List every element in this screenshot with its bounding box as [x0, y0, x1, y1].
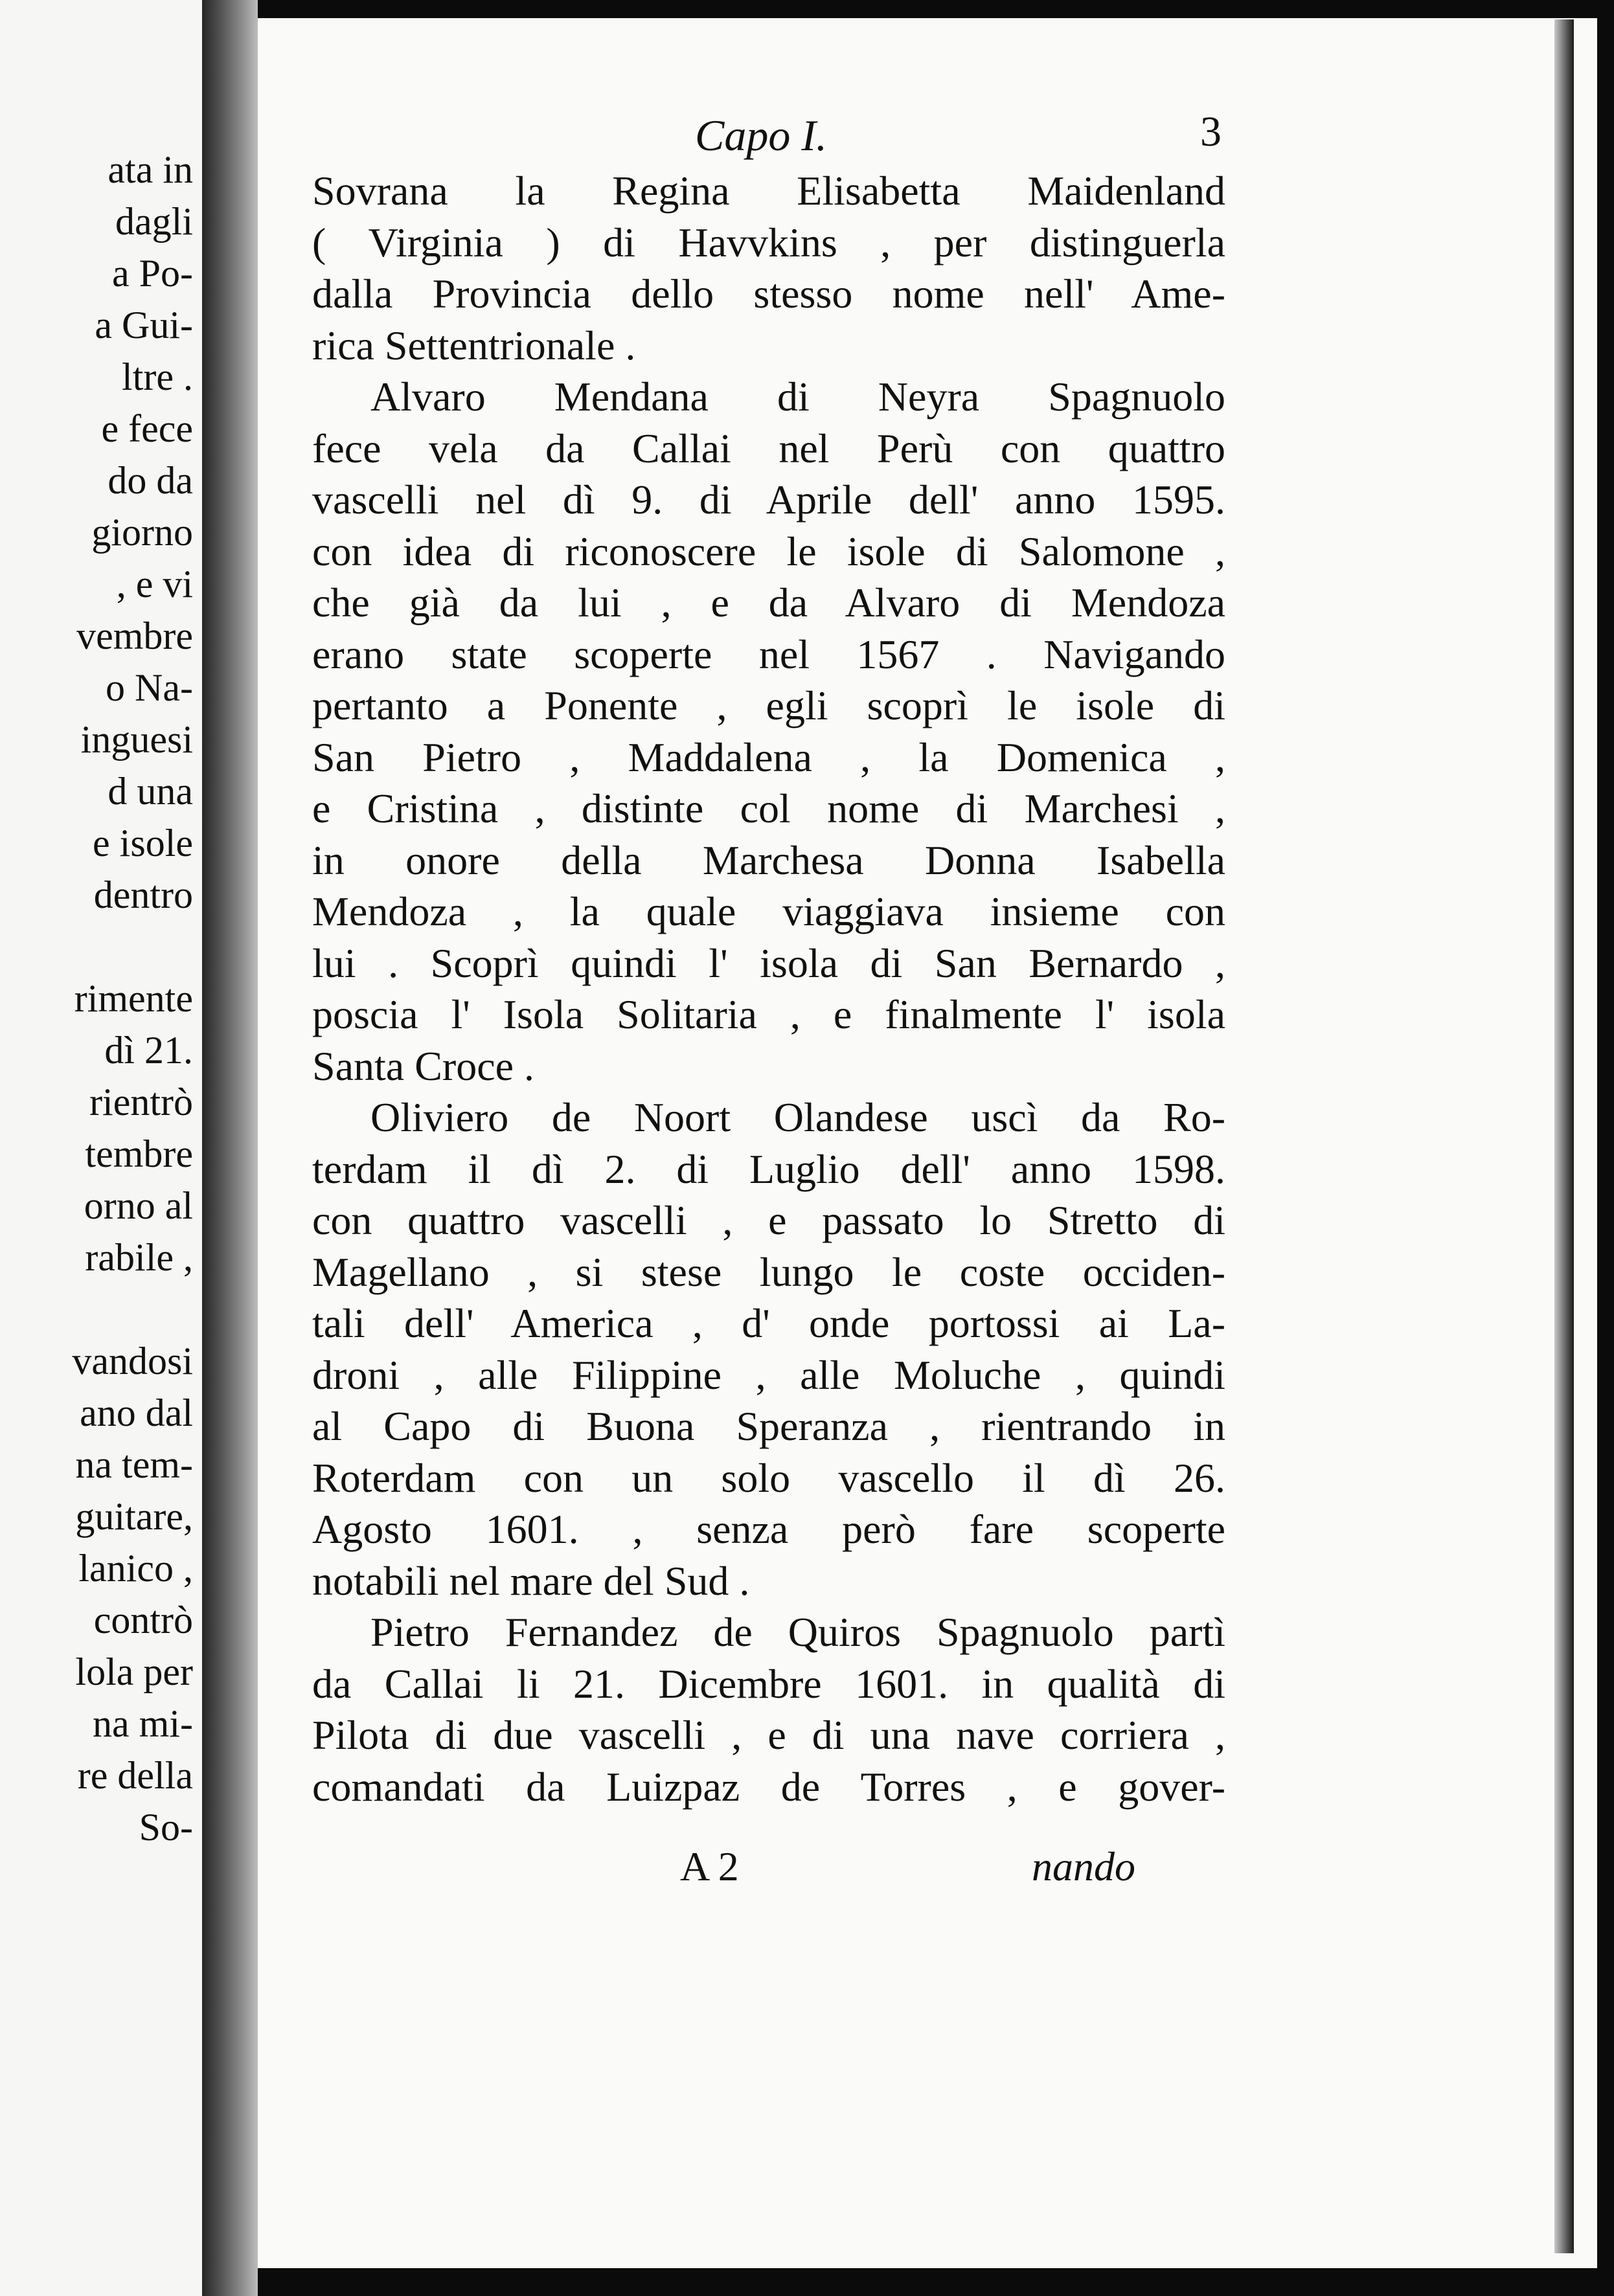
text-line: Santa Croce .: [312, 1042, 534, 1089]
left-page-fragment: rientrò: [89, 1081, 193, 1123]
left-page-fragment: ltre .: [122, 355, 193, 398]
text-line: con quattro vascelli , e passato lo Stretto di: [312, 1197, 1225, 1243]
text-line: droni , alle Filippine , alle Moluche , quindi: [312, 1351, 1225, 1398]
text-line: notabili nel mare del Sud .: [312, 1557, 750, 1604]
left-page-fragment: dentro: [93, 873, 193, 916]
text-line: e Cristina , distinte col nome di Marchesi ,: [312, 785, 1225, 831]
text-line: pertanto a Ponente , egli scoprì le isole di: [312, 682, 1225, 728]
left-page-fragment: orno al: [84, 1184, 193, 1227]
text-line: Oliviero de Noort Olandese uscì da Ro-: [370, 1094, 1225, 1140]
text-line: Pietro Fernandez de Quiros Spagnuolo partì: [370, 1609, 1225, 1655]
text-line: Alvaro Mendana di Neyra Spagnuolo: [370, 374, 1225, 420]
left-page-fragment: tembre: [85, 1132, 193, 1175]
left-page-fragment: dagli: [115, 200, 193, 243]
text-line: vascelli nel dì 9. di Aprile dell' anno 1595.: [312, 477, 1225, 523]
left-page-fragment: re della: [77, 1754, 193, 1797]
text-line: Pilota di due vascelli , e di una nave corriera ,: [312, 1712, 1225, 1758]
right-page: [258, 18, 1597, 2268]
left-page-fragment: inguesi: [80, 718, 193, 761]
running-head: Capo I.: [695, 111, 827, 160]
left-page-fragment: e isole: [93, 822, 193, 864]
text-line: Sovrana la Regina Elisabetta Maidenland: [312, 168, 1225, 214]
left-page-fragment: e fece: [101, 407, 193, 450]
text-line: terdam il dì 2. di Luglio dell' anno 1598.: [312, 1145, 1225, 1192]
catchword: nando: [1032, 1843, 1135, 1889]
signature-mark: A 2: [680, 1843, 739, 1889]
left-page-fragment: contrò: [93, 1599, 193, 1641]
left-page-fragment: So-: [139, 1806, 193, 1849]
text-line: lui . Scoprì quindi l' isola di San Bernardo ,: [312, 940, 1225, 986]
text-line: al Capo di Buona Speranza , rientrando in: [312, 1403, 1225, 1449]
text-line: fece vela da Callai nel Perù con quattro: [312, 425, 1225, 471]
text-line: da Callai li 21. Dicembre 1601. in qualità di: [312, 1660, 1225, 1707]
text-line: poscia l' Isola Solitaria , e finalmente l' isola: [312, 991, 1225, 1037]
left-page-fragment: lanico ,: [78, 1547, 193, 1590]
left-page-fragment: rabile ,: [85, 1236, 193, 1279]
left-page-fragment: d una: [108, 770, 193, 813]
left-page-fragment: guitare,: [75, 1495, 193, 1538]
gutter-shadow: [202, 0, 258, 2296]
left-page-fragment: rimente: [74, 977, 193, 1020]
text-line: erano state scoperte nel 1567 . Navigando: [312, 631, 1225, 677]
text-line: Mendoza , la quale viaggiava insieme con: [312, 888, 1225, 934]
left-page-fragment: ano dal: [80, 1391, 193, 1434]
left-page-fragment: do da: [108, 459, 193, 502]
text-line: San Pietro , Maddalena , la Domenica ,: [312, 734, 1225, 780]
left-page-fragment: a Gui-: [95, 304, 193, 346]
left-page-fragment: vandosi: [72, 1340, 193, 1382]
text-line: tali dell' America , d' onde portossi ai La-: [312, 1300, 1225, 1346]
left-page-fragment: giorno: [91, 511, 193, 554]
left-page-fragment: , e vi: [116, 563, 193, 605]
text-line: Roterdam con un solo vascello il dì 26.: [312, 1454, 1225, 1501]
text-line: che già da lui , e da Alvaro di Mendoza: [312, 580, 1225, 625]
left-page-fragment: na mi-: [93, 1702, 193, 1745]
left-page: [0, 0, 202, 2296]
text-line: ( Virginia ) di Havvkins , per distinguerla: [312, 219, 1225, 265]
left-page-fragment: o Na-: [106, 666, 193, 709]
text-line: Magellano , si stese lungo le coste occiden-: [312, 1248, 1225, 1295]
text-line: dalla Provincia dello stesso nome nell' Ame-: [312, 271, 1225, 317]
page-edge: [1554, 19, 1574, 2253]
text-line: Agosto 1601. , senza però fare scoperte: [312, 1506, 1225, 1552]
left-page-fragment: dì 21.: [104, 1029, 193, 1072]
text-line: rica Settentrionale .: [312, 322, 636, 368]
text-line: con idea di riconoscere le isole di Salomone ,: [312, 528, 1225, 574]
left-page-fragment: a Po-: [112, 252, 193, 295]
left-page-fragment: na tem-: [75, 1443, 193, 1486]
page-number: 3: [1200, 108, 1222, 155]
left-page-fragment: ata in: [108, 148, 193, 191]
left-page-fragment: vembre: [76, 614, 193, 657]
left-page-fragment: lola per: [75, 1650, 193, 1693]
text-line: comandati da Luizpaz de Torres , e gover-: [312, 1763, 1225, 1810]
text-line: in onore della Marchesa Donna Isabella: [312, 837, 1225, 883]
